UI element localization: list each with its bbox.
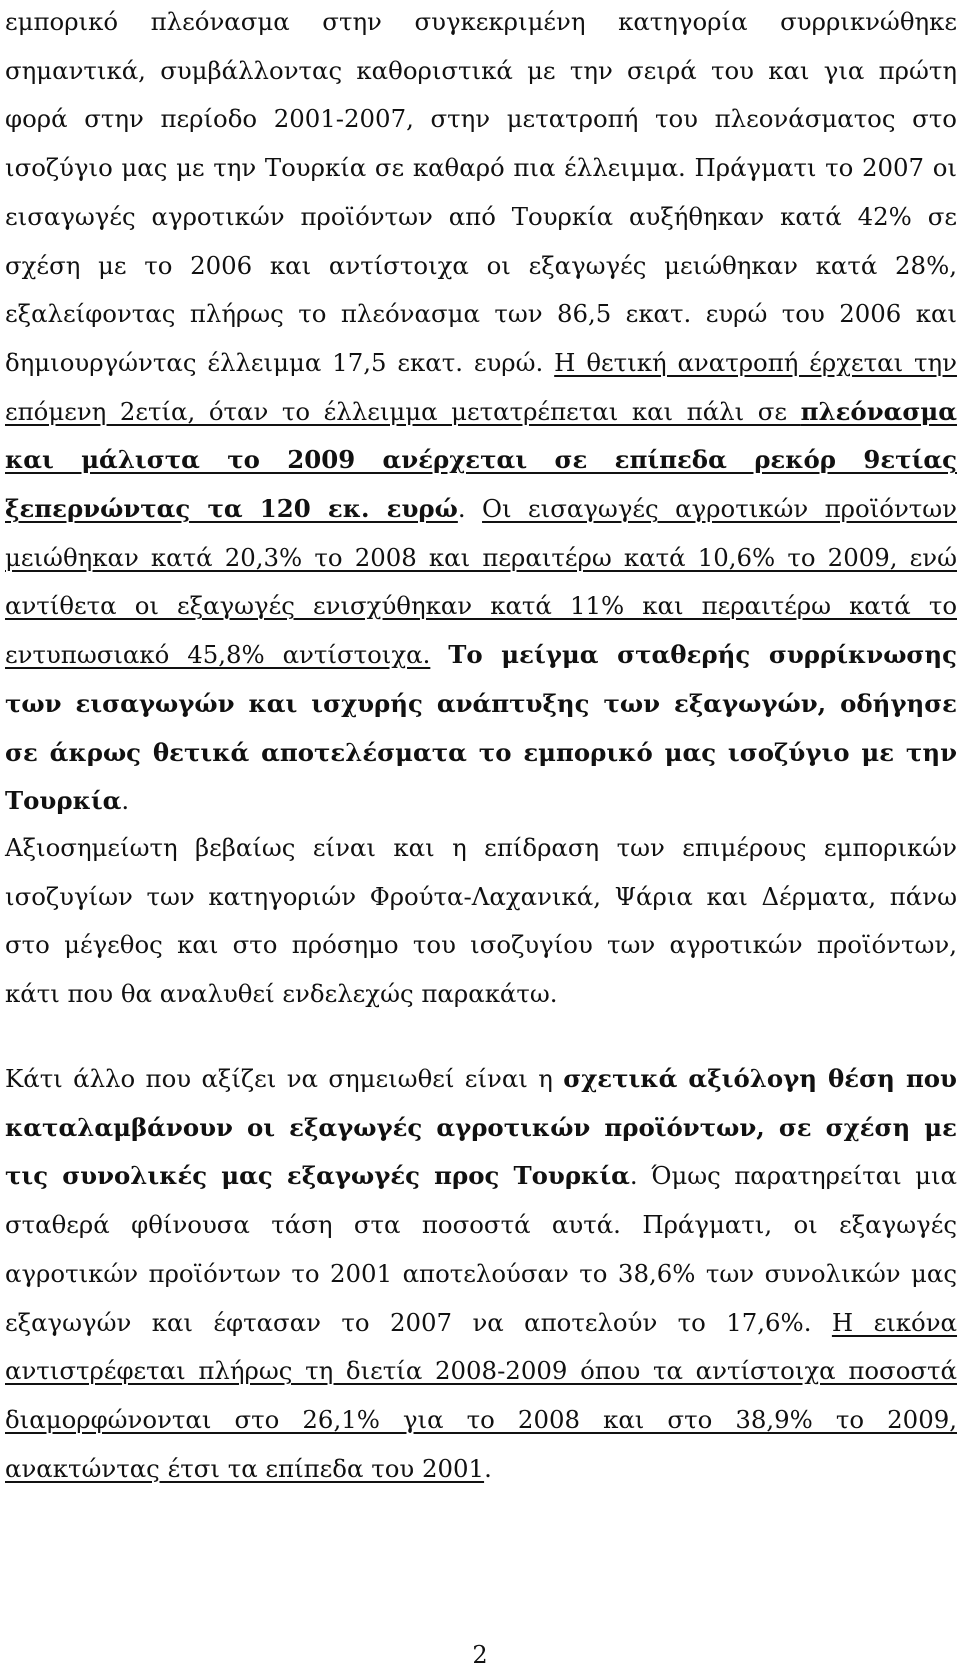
paragraph-trade-balance [5, 0, 957, 826]
text-segment-plain: Κάτι άλλο που αξίζει να σημειωθεί είναι η [5, 1064, 564, 1093]
text-segment-plain: . [484, 1453, 492, 1483]
paragraph-export-share [5, 1055, 957, 1493]
text-segment-bold: σχετικά αξιόλογη θέση που καταλαμβάνουν οι εξαγωγές αγροτικών προϊόντων, σε σχέση με τις συνολικές μας εξαγωγές προς Τουρκία [5, 1064, 957, 1191]
text-segment-underlined: Η θετική ανατροπή έρχεται την επόμενη 2ετία, όταν το έλλειμμα μετατρέπεται και πάλι σε [5, 347, 957, 426]
text-segment-bold: Το μείγμα σταθερής συρρίκνωσης των εισαγωγών και ισχυρής ανάπτυξης των εξαγωγών, οδήγησε σε άκρως θετικά αποτελέσματα το εμπορικό μας ισοζύγιο με την Τουρκία [5, 640, 957, 816]
text-segment-plain: . [121, 786, 130, 816]
text-segment-underlined: Η εικόνα αντιστρέφεται πλήρως τη διετία 2008-2009 όπου τα αντίστοιχα ποσοστά διαμορφώνονται στο 26,1% για το 2008 και στο 38,9% το 2009, ανακτώντας έτσι τα επίπεδα του 2001 [5, 1307, 958, 1483]
text-segment-plain [430, 640, 448, 669]
text-segment-bold-underlined: πλεόνασμα και μάλιστα το 2009 ανέρχεται σε επίπεδα ρεκόρ 9ετίας ξεπερνώντας τα 120 εκ. ευρώ [5, 396, 957, 524]
page-number: 2 [472, 1641, 488, 1669]
text-segment-plain: εμπορικό πλεόνασμα στην συγκεκριμένη κατηγορία συρρικνώθηκε σημαντικά, συμβάλλοντας καθοριστικά με την σειρά του και για πρώτη φορά στην περίοδο 2001-2007, στην μετατροπή του πλεονάσματος στο ισοζύγιο μας με την Τουρκία σε καθαρό πια έλλειμμα. Πράγματι το 2007 οι εισαγωγές αγροτικών προϊόντων από Τουρκία αυξήθηκαν κατά 42% σε σχέση με το 2006 και αντίστοιχα οι εξαγωγές μειώθηκαν κατά 28%, εξαλείφοντας πλήρως το πλεόνασμα των 86,5 εκατ. ευρώ του 2006 και δημιουργώντας έλλειμμα 17,5 εκατ. ευρώ. [5, 7, 957, 377]
text-segment-plain: . [457, 494, 483, 524]
text-segment-underlined: Οι εισαγωγές αγροτικών προϊόντων μειώθηκαν κατά 20,3% το 2008 και περαιτέρω κατά 10,6% το 2009, ενώ αντίθετα οι εξαγωγές ενισχύθηκαν κατά 11% και περαιτέρω κατά το εντυπωσιακό 45,8% αντίστοιχα. [5, 494, 957, 670]
text-segment-plain: . Όμως παρατηρείται μια σταθερά φθίνουσα τάση στα ποσοστά αυτά. Πράγματι, οι εξαγωγές αγροτικών προϊόντων το 2001 αποτελούσαν το 38,6% των συνολικών μας εξαγωγών και έφτασαν το 2007 να αποτελούν το 17,6%. [5, 1161, 957, 1337]
paragraph-category-balances: Αξιοσημείωτη βεβαίως είναι και η επίδραση των επιμέρους εμπορικών ισοζυγίων των κατηγοριών Φρούτα-Λαχανικά, Ψάρια και Δέρματα, πάνω στο μέγεθος και στο πρόσημο του ισοζυγίου των αγροτικών προϊόντων, κάτι που θα αναλυθεί ενδελεχώς παρακάτω. [5, 833, 957, 1009]
